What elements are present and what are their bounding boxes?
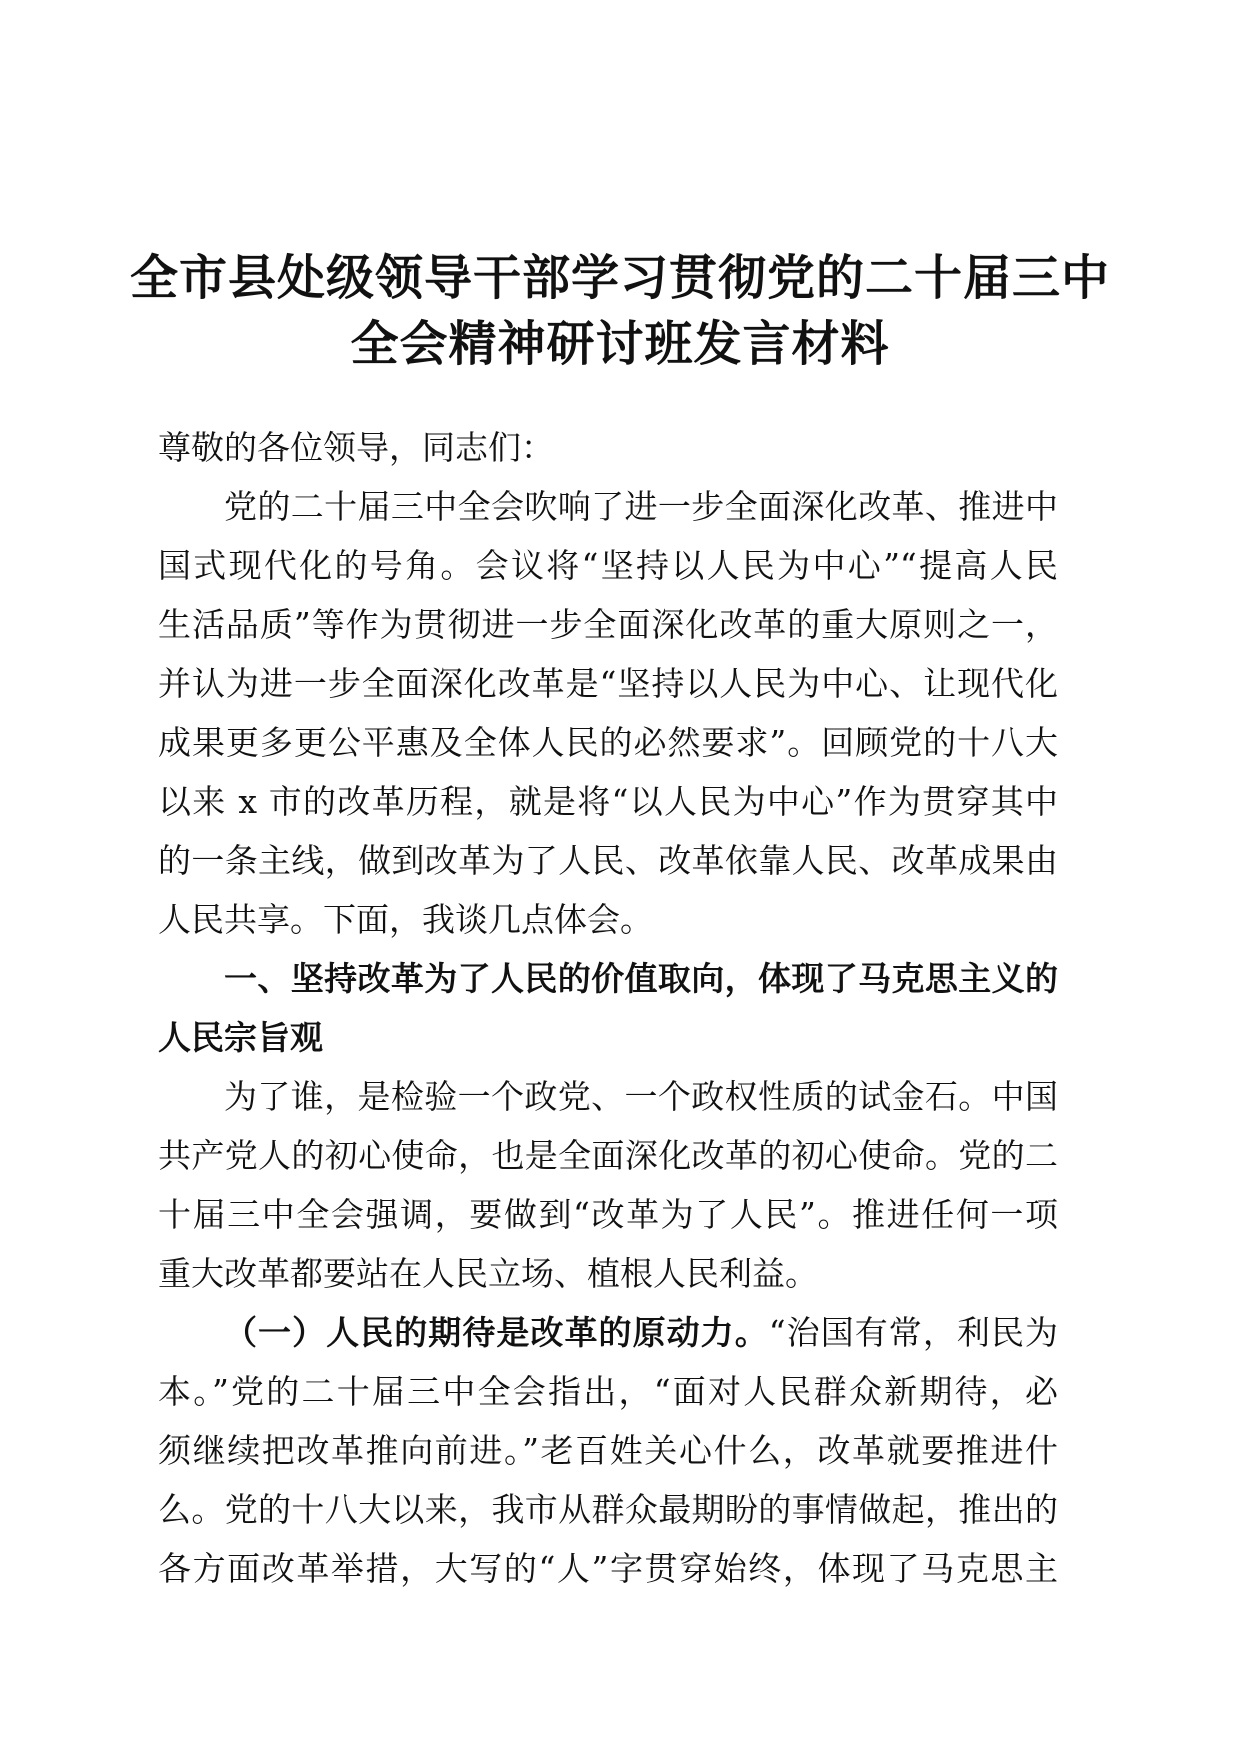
intro-line-5: 成果更多更公平惠及全体人民的必然要求”。回顾党的十八大 [158, 723, 1058, 762]
intro-line-7: 的一条主线，做到改革为了人民、改革依靠人民、改革成果由 [158, 841, 1058, 880]
subsection-1-line-4: 么。党的十八大以来，我市从群众最期盼的事情做起，推出的 [158, 1490, 1058, 1529]
subsection-1-line-2: 本。”党的二十届三中全会指出，“面对人民群众新期待，必 [158, 1372, 1058, 1411]
intro-line-3: 生活品质”等作为贯彻进一步全面深化改革的重大原则之一， [158, 605, 1058, 644]
section-1-line-4: 重大改革都要站在人民立场、植根人民利益。 [158, 1254, 818, 1293]
document-title [120, 245, 1120, 377]
intro-line-8: 人民共享。下面，我谈几点体会。 [158, 900, 653, 939]
subsection-1-first-line [158, 1303, 1058, 1362]
intro-line-4: 并认为进一步全面深化改革是“坚持以人民为中心、让现代化 [158, 664, 1058, 703]
section-1-line-1: 为了谁，是检验一个政党、一个政权性质的试金石。中国 [224, 1077, 1058, 1116]
subsection-1-first-line-text: “治国有常，利民为 [768, 1313, 1058, 1352]
subsection-1-line-5: 各方面改革举措，大写的“人”字贯穿始终，体现了马克思主 [158, 1549, 1058, 1588]
document-body [158, 418, 1058, 1598]
subsection-1-heading: （一）人民的期待是改革的原动力。 [224, 1313, 769, 1352]
title-line-2: 全会精神研讨班发言材料 [350, 316, 890, 372]
subsection-1-line-3: 须继续把改革推向前进。”老百姓关心什么，改革就要推进什 [158, 1431, 1058, 1470]
intro-line-6: 以来 x 市的改革历程，就是将“以人民为中心”作为贯穿其中 [158, 782, 1058, 821]
intro-line-1: 党的二十届三中全会吹响了进一步全面深化改革、推进中 [224, 487, 1058, 526]
section-1-line-3: 十届三中全会强调，要做到“改革为了人民”。推进任何一项 [158, 1195, 1058, 1234]
title-line-1: 全市县处级领导干部学习贯彻党的二十届三中 [129, 250, 1110, 306]
section-1-line-2: 共产党人的初心使命，也是全面深化改革的初心使命。党的二 [158, 1136, 1058, 1175]
section-1-heading-line-1: 一、坚持改革为了人民的价值取向，体现了马克思主义的 [224, 959, 1058, 998]
intro-line-2: 国式现代化的号角。会议将“坚持以人民为中心”“提高人民 [158, 546, 1058, 585]
salutation: 尊敬的各位领导，同志们： [158, 428, 554, 467]
section-1-heading-line-2: 人民宗旨观 [158, 1018, 323, 1057]
